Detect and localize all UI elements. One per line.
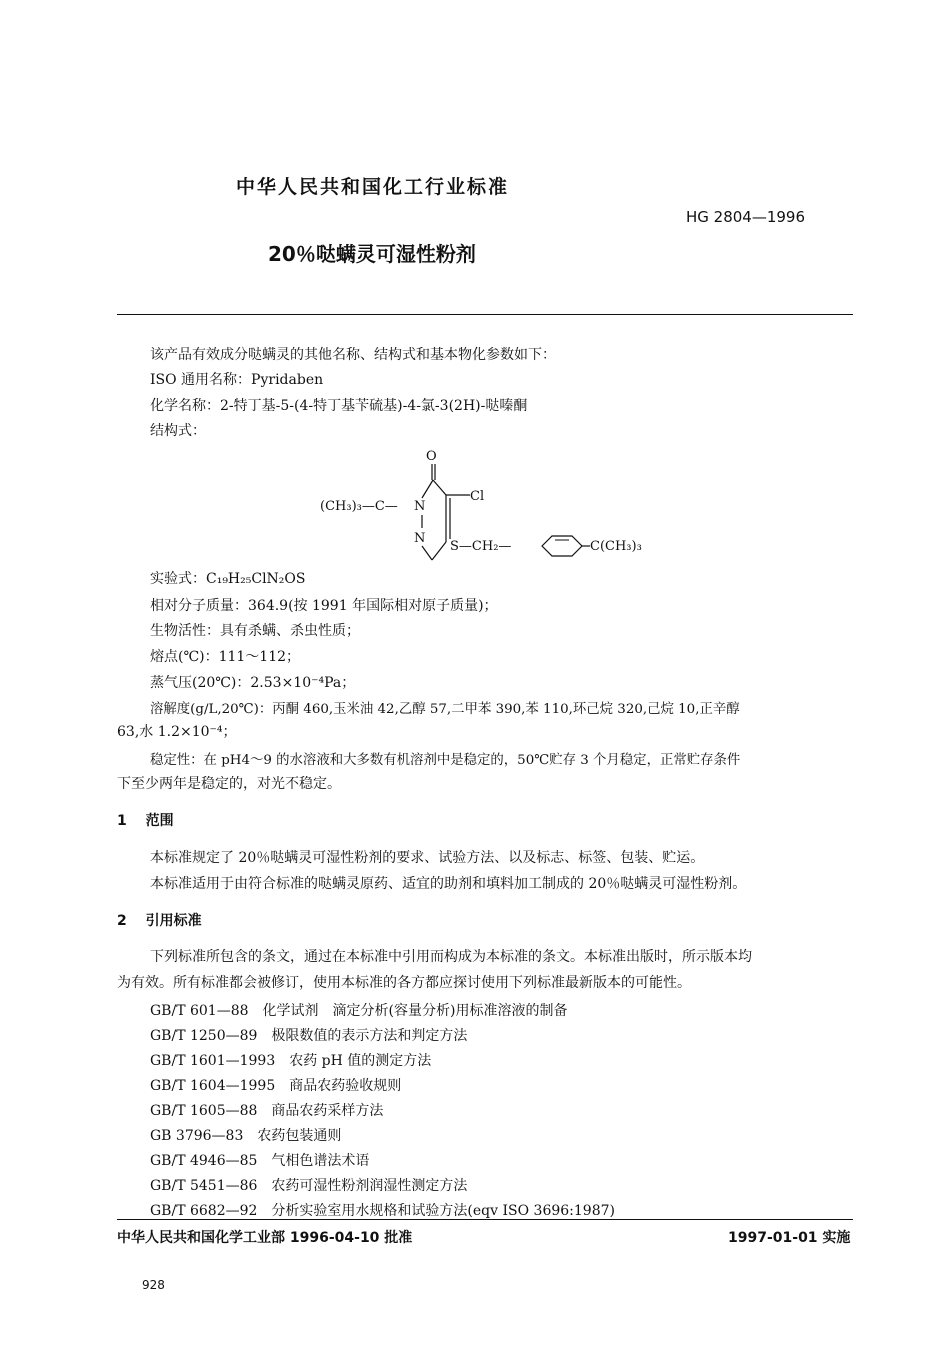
section-1-para-1: 本标准规定了 20％哒螨灵可湿性粉剂的要求、试验方法、以及标志、标签、包装、贮运。 <box>150 850 705 866</box>
bond-c-ccl <box>433 480 446 495</box>
reference-code: GB 3796—83 <box>150 1128 244 1144</box>
structure-label: 结构式： <box>150 423 206 439</box>
solubility-line-2: 63,水 1.2×10⁻⁴； <box>117 724 237 740</box>
reference-title: 商品农药采样方法 <box>271 1103 384 1119</box>
reference-title: 极限数值的表示方法和判定方法 <box>271 1028 468 1044</box>
solubility-line-1: 溶解度(g/L,20℃)：丙酮 460,玉米油 42,乙醇 57,二甲苯 390,苯 110,环己烷 320,己烷 10,正辛醇 <box>150 702 740 717</box>
reference-item <box>150 1025 467 1045</box>
reference-code: GB/T 601—88 <box>150 1003 249 1019</box>
reference-title: 化学试剂 滴定分析(容量分析)用标准溶液的制备 <box>262 1003 568 1019</box>
reference-item <box>150 1000 567 1020</box>
reference-title: 商品农药验收规则 <box>289 1078 402 1094</box>
header-rule <box>117 314 853 315</box>
reference-title: 分析实验室用水规格和试验方法(eqv ISO 3696:1987) <box>271 1203 615 1219</box>
thio-methylene: S—CH₂— <box>450 539 512 554</box>
stability-line-1: 稳定性：在 pH4～9 的水溶液和大多数有机溶剂中是稳定的，50℃贮存 3 个月稳定，正常贮存条件 <box>150 753 741 768</box>
bioactivity: 生物活性：具有杀螨、杀虫性质； <box>150 623 360 639</box>
reference-title: 农药包装通则 <box>257 1128 342 1144</box>
formula-line <box>150 567 306 592</box>
tert-butyl-right: C(CH₃)₃ <box>590 539 642 554</box>
melting-point: 熔点(℃)：111～112； <box>150 649 301 665</box>
standard-number: HG 2804—1996 <box>686 208 806 226</box>
reference-title: 农药可湿性粉剂润湿性测定方法 <box>271 1178 468 1194</box>
atom-n2: N <box>414 531 426 546</box>
molecular-mass: 相对分子质量：364.9(按 1991 年国际相对原子质量)； <box>150 598 498 614</box>
reference-item <box>150 1100 383 1120</box>
reference-title: 气相色谱法术语 <box>271 1153 370 1169</box>
document-title: 20％哒螨灵可湿性粉剂 <box>268 242 476 266</box>
reference-title: 农药 pH 值的测定方法 <box>289 1053 432 1069</box>
benzene-ring <box>542 536 582 556</box>
section-2-heading <box>117 910 202 930</box>
section-2-para-line-1: 下列标准所包含的条文，通过在本标准中引用而构成为本标准的条文。本标准出版时，所示版本均 <box>150 949 752 965</box>
structural-formula <box>310 440 670 575</box>
vapor-pressure: 蒸气压(20℃)：2.53×10⁻⁴Pa； <box>150 675 356 691</box>
reference-code: GB/T 1604—1995 <box>150 1078 276 1094</box>
atom-n1: N <box>414 499 426 514</box>
section-2-title: 引用标准 <box>145 913 202 929</box>
stability-line-2: 下至少两年是稳定的，对光不稳定。 <box>117 776 341 792</box>
bond-n-ch <box>422 546 432 560</box>
chemical-name: 化学名称：2-特丁基-5-(4-特丁基苄硫基)-4-氯-3(2H)-哒嗪酮 <box>150 398 528 414</box>
reference-item <box>150 1050 431 1070</box>
atom-chlorine: Cl <box>470 489 485 504</box>
bond-ch-c <box>432 542 446 560</box>
section-1-heading <box>117 810 174 830</box>
reference-item <box>150 1200 615 1220</box>
reference-code: GB/T 6682—92 <box>150 1203 258 1219</box>
iso-name: ISO 通用名称：Pyridaben <box>150 372 324 388</box>
bond-c-n <box>422 480 433 498</box>
reference-item <box>150 1125 341 1145</box>
reference-code: GB/T 4946—85 <box>150 1153 258 1169</box>
reference-code: GB/T 1605—88 <box>150 1103 258 1119</box>
approval-line: 中华人民共和国化学工业部 1996-04-10 批准 <box>117 1230 413 1246</box>
effective-date: 1997-01-01 实施 <box>728 1230 851 1246</box>
footer-rule <box>117 1219 853 1220</box>
section-1-para-2: 本标准适用于由符合标准的哒螨灵原药、适宜的助剂和填料加工制成的 20％哒螨灵可湿性粉剂。 <box>150 876 747 892</box>
section-1-title: 范围 <box>145 813 174 829</box>
formula-label: 实验式： <box>150 571 206 587</box>
section-1-number: 1 <box>117 813 127 829</box>
section-2-number: 2 <box>117 913 127 929</box>
issuer-title: 中华人民共和国化工行业标准 <box>236 176 510 198</box>
atom-oxygen: O <box>426 449 437 464</box>
tert-butyl-left: (CH₃)₃—C— <box>320 499 398 514</box>
intro-lead: 该产品有效成分哒螨灵的其他名称、结构式和基本物化参数如下： <box>150 347 556 363</box>
reference-item <box>150 1075 401 1095</box>
molecular-formula: C₁₉H₂₅ClN₂OS <box>206 571 306 587</box>
section-2-para-line-2: 为有效。所有标准都会被修订，使用本标准的各方都应探讨使用下列标准最新版本的可能性。 <box>117 975 691 991</box>
reference-code: GB/T 5451—86 <box>150 1178 258 1194</box>
reference-item <box>150 1175 467 1195</box>
reference-code: GB/T 1601—1993 <box>150 1053 276 1069</box>
reference-code: GB/T 1250—89 <box>150 1028 258 1044</box>
reference-item <box>150 1150 369 1170</box>
page-number: 928 <box>142 1278 165 1292</box>
